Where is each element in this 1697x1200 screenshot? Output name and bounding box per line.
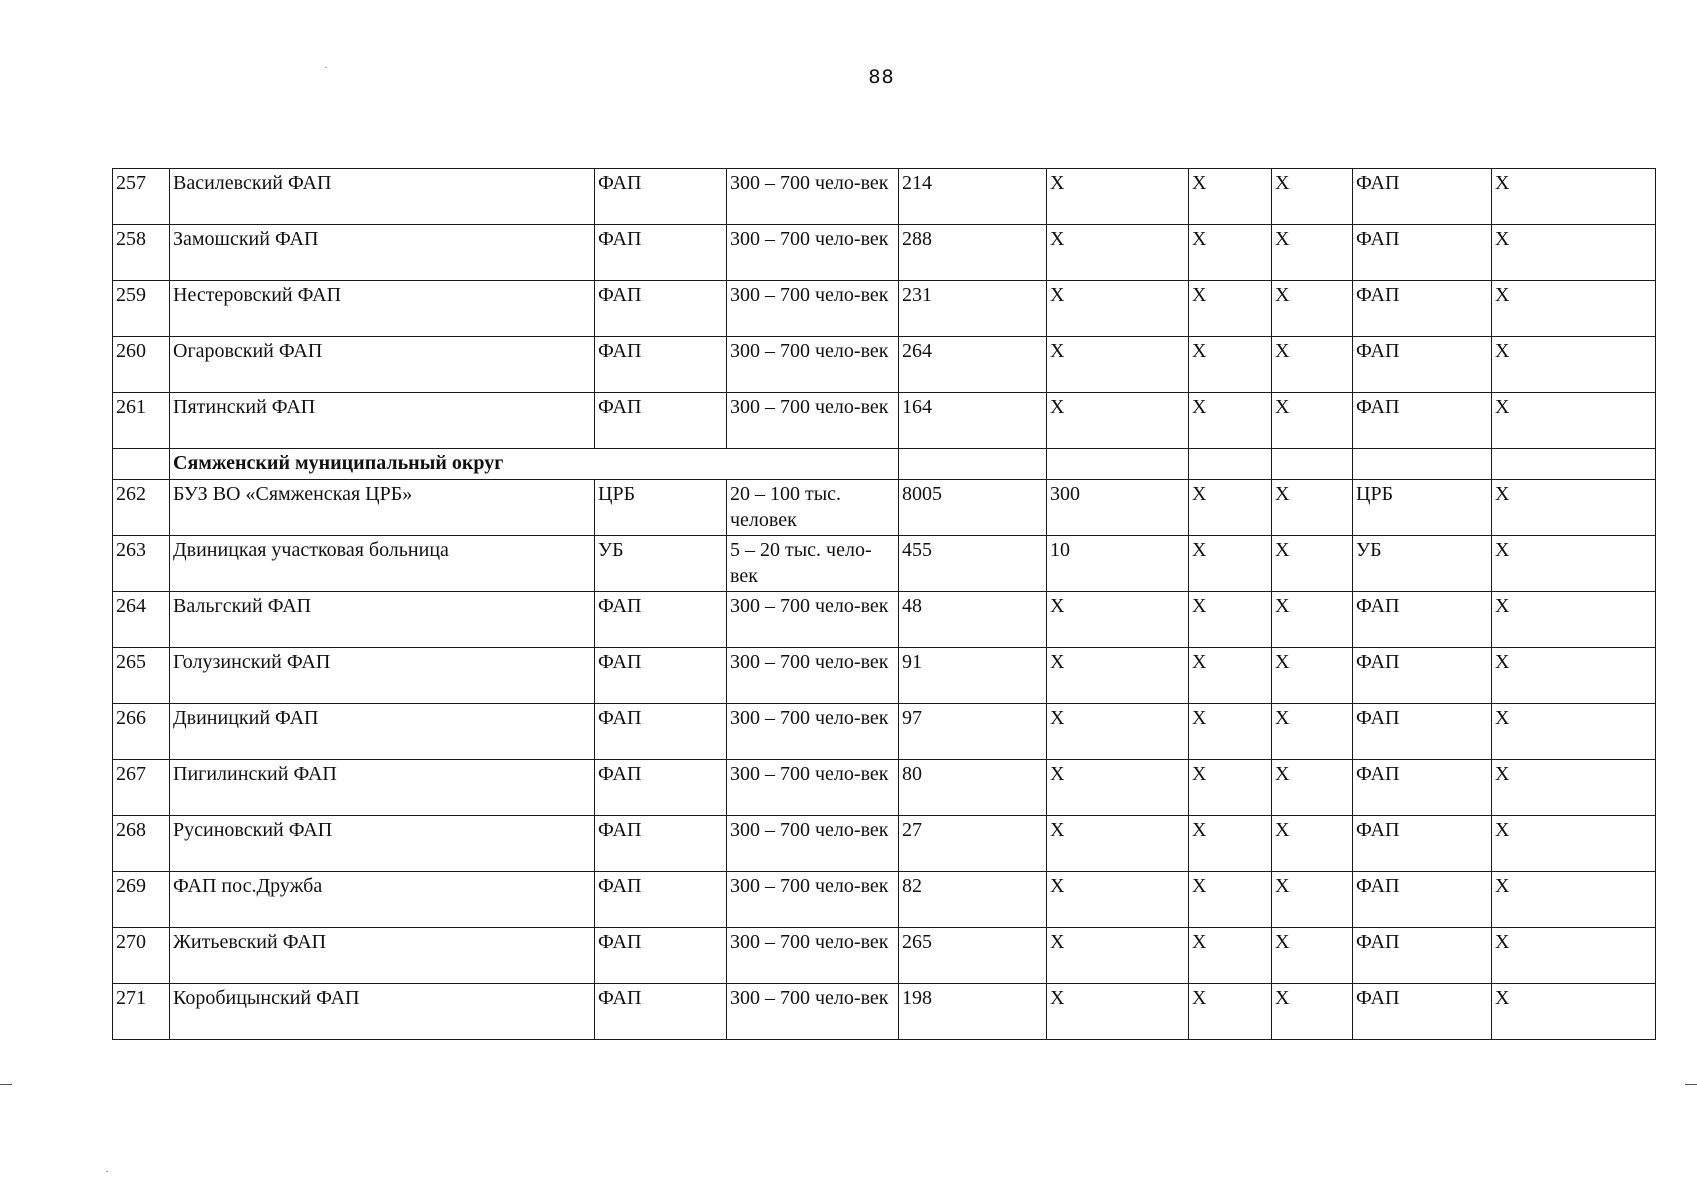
- beds-cell: Х: [1047, 337, 1189, 393]
- mark-cell: Х: [1189, 760, 1272, 816]
- table-row: [113, 393, 1656, 449]
- facility-name-cell: Двиницкая участковая больница: [170, 536, 595, 592]
- facility-type-cell: ФАП: [595, 872, 727, 928]
- mark-cell: Х: [1492, 984, 1656, 1040]
- row-number-cell: 265: [113, 648, 170, 704]
- row-number-cell: 271: [113, 984, 170, 1040]
- population-range-cell: 300 – 700 чело-век: [727, 169, 899, 225]
- table-row: [113, 872, 1656, 928]
- served-population-cell: 288: [899, 225, 1047, 281]
- right-margin-mark: [1685, 1084, 1697, 1085]
- target-type-cell: ФАП: [1353, 704, 1492, 760]
- facility-type-cell: ФАП: [595, 928, 727, 984]
- table-row: [113, 648, 1656, 704]
- facility-type-cell: УБ: [595, 536, 727, 592]
- mark-cell: Х: [1189, 928, 1272, 984]
- table-row: [113, 592, 1656, 648]
- beds-cell: Х: [1047, 393, 1189, 449]
- mark-cell: Х: [1492, 337, 1656, 393]
- mark-cell: Х: [1492, 480, 1656, 536]
- mark-cell: Х: [1272, 872, 1353, 928]
- row-number-cell: 261: [113, 393, 170, 449]
- beds-cell: Х: [1047, 760, 1189, 816]
- table-row: [113, 225, 1656, 281]
- table-row: [113, 816, 1656, 872]
- registry-table: [112, 168, 1656, 1040]
- population-range-cell: 300 – 700 чело-век: [727, 281, 899, 337]
- served-population-cell: 264: [899, 337, 1047, 393]
- table-row: [113, 536, 1656, 592]
- table-row: [113, 704, 1656, 760]
- served-population-cell: 91: [899, 648, 1047, 704]
- target-type-cell: ФАП: [1353, 281, 1492, 337]
- mark-cell: Х: [1189, 480, 1272, 536]
- mark-cell: Х: [1189, 393, 1272, 449]
- row-number-cell: 257: [113, 169, 170, 225]
- mark-cell: Х: [1189, 536, 1272, 592]
- beds-cell: Х: [1047, 816, 1189, 872]
- mark-cell: Х: [1492, 393, 1656, 449]
- beds-cell: Х: [1047, 704, 1189, 760]
- left-margin-mark: [0, 1084, 12, 1085]
- mark-cell: Х: [1492, 760, 1656, 816]
- beds-cell: Х: [1047, 225, 1189, 281]
- population-range-cell: 300 – 700 чело-век: [727, 928, 899, 984]
- mark-cell: Х: [1272, 760, 1353, 816]
- target-type-cell: ФАП: [1353, 337, 1492, 393]
- target-type-cell: ФАП: [1353, 816, 1492, 872]
- section-header-num-cell: [113, 449, 170, 480]
- mark-cell: Х: [1272, 337, 1353, 393]
- facility-name-cell: Замошский ФАП: [170, 225, 595, 281]
- facility-name-cell: Двиницкий ФАП: [170, 704, 595, 760]
- population-range-cell: 300 – 700 чело-век: [727, 704, 899, 760]
- section-title: Сямженский муниципальный округ: [173, 452, 504, 474]
- facility-type-cell: ФАП: [595, 337, 727, 393]
- table-body-before-section: [113, 169, 1656, 449]
- registry-table-container: [112, 168, 1655, 1040]
- population-range-cell: 300 – 700 чело-век: [727, 592, 899, 648]
- table-row: [113, 480, 1656, 536]
- facility-name-cell: Пятинский ФАП: [170, 393, 595, 449]
- served-population-cell: 198: [899, 984, 1047, 1040]
- mark-cell: Х: [1189, 984, 1272, 1040]
- row-number-cell: 258: [113, 225, 170, 281]
- mark-cell: Х: [1272, 928, 1353, 984]
- section-header-cell: [170, 449, 899, 480]
- target-type-cell: ФАП: [1353, 760, 1492, 816]
- row-number-cell: 264: [113, 592, 170, 648]
- mark-cell: Х: [1272, 480, 1353, 536]
- facility-type-cell: ЦРБ: [595, 480, 727, 536]
- section-header-empty-cell: [1353, 449, 1492, 480]
- mark-cell: Х: [1189, 704, 1272, 760]
- scan-speck: [106, 1171, 108, 1172]
- facility-name-cell: Пигилинский ФАП: [170, 760, 595, 816]
- mark-cell: Х: [1492, 592, 1656, 648]
- beds-cell: 300: [1047, 480, 1189, 536]
- population-range-cell: 300 – 700 чело-век: [727, 984, 899, 1040]
- population-range-cell: 300 – 700 чело-век: [727, 648, 899, 704]
- facility-type-cell: ФАП: [595, 169, 727, 225]
- row-number-cell: 269: [113, 872, 170, 928]
- facility-type-cell: ФАП: [595, 225, 727, 281]
- facility-type-cell: ФАП: [595, 760, 727, 816]
- target-type-cell: ФАП: [1353, 872, 1492, 928]
- facility-name-cell: Нестеровский ФАП: [170, 281, 595, 337]
- served-population-cell: 164: [899, 393, 1047, 449]
- section-header-row: [113, 449, 1656, 480]
- row-number-cell: 259: [113, 281, 170, 337]
- beds-cell: Х: [1047, 648, 1189, 704]
- target-type-cell: ФАП: [1353, 592, 1492, 648]
- section-header-empty-cell: [1272, 449, 1353, 480]
- mark-cell: Х: [1189, 281, 1272, 337]
- facility-type-cell: ФАП: [595, 704, 727, 760]
- row-number-cell: 270: [113, 928, 170, 984]
- target-type-cell: ФАП: [1353, 393, 1492, 449]
- table-row: [113, 337, 1656, 393]
- population-range-cell: 300 – 700 чело-век: [727, 393, 899, 449]
- section-header-empty-cell: [1189, 449, 1272, 480]
- beds-cell: Х: [1047, 928, 1189, 984]
- target-type-cell: ФАП: [1353, 225, 1492, 281]
- row-number-cell: 262: [113, 480, 170, 536]
- table-row: [113, 984, 1656, 1040]
- served-population-cell: 27: [899, 816, 1047, 872]
- facility-name-cell: Василевский ФАП: [170, 169, 595, 225]
- mark-cell: Х: [1272, 536, 1353, 592]
- mark-cell: Х: [1272, 984, 1353, 1040]
- served-population-cell: 231: [899, 281, 1047, 337]
- population-range-cell: 300 – 700 чело-век: [727, 872, 899, 928]
- facility-type-cell: ФАП: [595, 393, 727, 449]
- served-population-cell: 97: [899, 704, 1047, 760]
- population-range-cell: 300 – 700 чело-век: [727, 225, 899, 281]
- table-row: [113, 928, 1656, 984]
- mark-cell: Х: [1492, 225, 1656, 281]
- mark-cell: Х: [1272, 816, 1353, 872]
- target-type-cell: ЦРБ: [1353, 480, 1492, 536]
- served-population-cell: 214: [899, 169, 1047, 225]
- row-number-cell: 260: [113, 337, 170, 393]
- population-range-cell: 300 – 700 чело-век: [727, 760, 899, 816]
- mark-cell: Х: [1492, 536, 1656, 592]
- table-body-after-section: [113, 480, 1656, 1040]
- mark-cell: Х: [1492, 872, 1656, 928]
- beds-cell: Х: [1047, 592, 1189, 648]
- served-population-cell: 265: [899, 928, 1047, 984]
- mark-cell: Х: [1272, 648, 1353, 704]
- mark-cell: Х: [1189, 169, 1272, 225]
- beds-cell: Х: [1047, 169, 1189, 225]
- served-population-cell: 82: [899, 872, 1047, 928]
- row-number-cell: 268: [113, 816, 170, 872]
- mark-cell: Х: [1189, 592, 1272, 648]
- section-header-empty-cell: [1492, 449, 1656, 480]
- mark-cell: Х: [1492, 648, 1656, 704]
- population-range-cell: 300 – 700 чело-век: [727, 337, 899, 393]
- row-number-cell: 263: [113, 536, 170, 592]
- scan-speck: [325, 67, 327, 68]
- mark-cell: Х: [1272, 704, 1353, 760]
- row-number-cell: 266: [113, 704, 170, 760]
- facility-type-cell: ФАП: [595, 984, 727, 1040]
- mark-cell: Х: [1272, 393, 1353, 449]
- section-header-body: [113, 449, 1656, 480]
- mark-cell: Х: [1492, 704, 1656, 760]
- facility-type-cell: ФАП: [595, 592, 727, 648]
- facility-type-cell: ФАП: [595, 816, 727, 872]
- target-type-cell: УБ: [1353, 536, 1492, 592]
- mark-cell: Х: [1272, 281, 1353, 337]
- row-number-cell: 267: [113, 760, 170, 816]
- mark-cell: Х: [1189, 225, 1272, 281]
- mark-cell: Х: [1272, 592, 1353, 648]
- table-row: [113, 169, 1656, 225]
- served-population-cell: 455: [899, 536, 1047, 592]
- served-population-cell: 48: [899, 592, 1047, 648]
- mark-cell: Х: [1189, 872, 1272, 928]
- section-header-empty-cell: [1047, 449, 1189, 480]
- beds-cell: Х: [1047, 281, 1189, 337]
- target-type-cell: ФАП: [1353, 984, 1492, 1040]
- facility-name-cell: Голузинский ФАП: [170, 648, 595, 704]
- mark-cell: Х: [1492, 281, 1656, 337]
- mark-cell: Х: [1272, 169, 1353, 225]
- facility-name-cell: Русиновский ФАП: [170, 816, 595, 872]
- facility-name-cell: Вальгский ФАП: [170, 592, 595, 648]
- facility-type-cell: ФАП: [595, 281, 727, 337]
- served-population-cell: 8005: [899, 480, 1047, 536]
- beds-cell: Х: [1047, 872, 1189, 928]
- population-range-cell: 300 – 700 чело-век: [727, 816, 899, 872]
- target-type-cell: ФАП: [1353, 928, 1492, 984]
- facility-type-cell: ФАП: [595, 648, 727, 704]
- facility-name-cell: БУЗ ВО «Сямженская ЦРБ»: [170, 480, 595, 536]
- population-range-cell: 5 – 20 тыс. чело-век: [727, 536, 899, 592]
- served-population-cell: 80: [899, 760, 1047, 816]
- mark-cell: Х: [1189, 337, 1272, 393]
- population-range-cell: 20 – 100 тыс. человек: [727, 480, 899, 536]
- table-row: [113, 760, 1656, 816]
- facility-name-cell: Коробицынский ФАП: [170, 984, 595, 1040]
- facility-name-cell: Огаровский ФАП: [170, 337, 595, 393]
- target-type-cell: ФАП: [1353, 648, 1492, 704]
- mark-cell: Х: [1189, 816, 1272, 872]
- mark-cell: Х: [1492, 928, 1656, 984]
- facility-name-cell: ФАП пос.Дружба: [170, 872, 595, 928]
- mark-cell: Х: [1272, 225, 1353, 281]
- page-number: 88: [868, 66, 895, 88]
- target-type-cell: ФАП: [1353, 169, 1492, 225]
- mark-cell: Х: [1189, 648, 1272, 704]
- section-header-empty-cell: [899, 449, 1047, 480]
- beds-cell: 10: [1047, 536, 1189, 592]
- mark-cell: Х: [1492, 816, 1656, 872]
- beds-cell: Х: [1047, 984, 1189, 1040]
- facility-name-cell: Житьевский ФАП: [170, 928, 595, 984]
- table-row: [113, 281, 1656, 337]
- mark-cell: Х: [1492, 169, 1656, 225]
